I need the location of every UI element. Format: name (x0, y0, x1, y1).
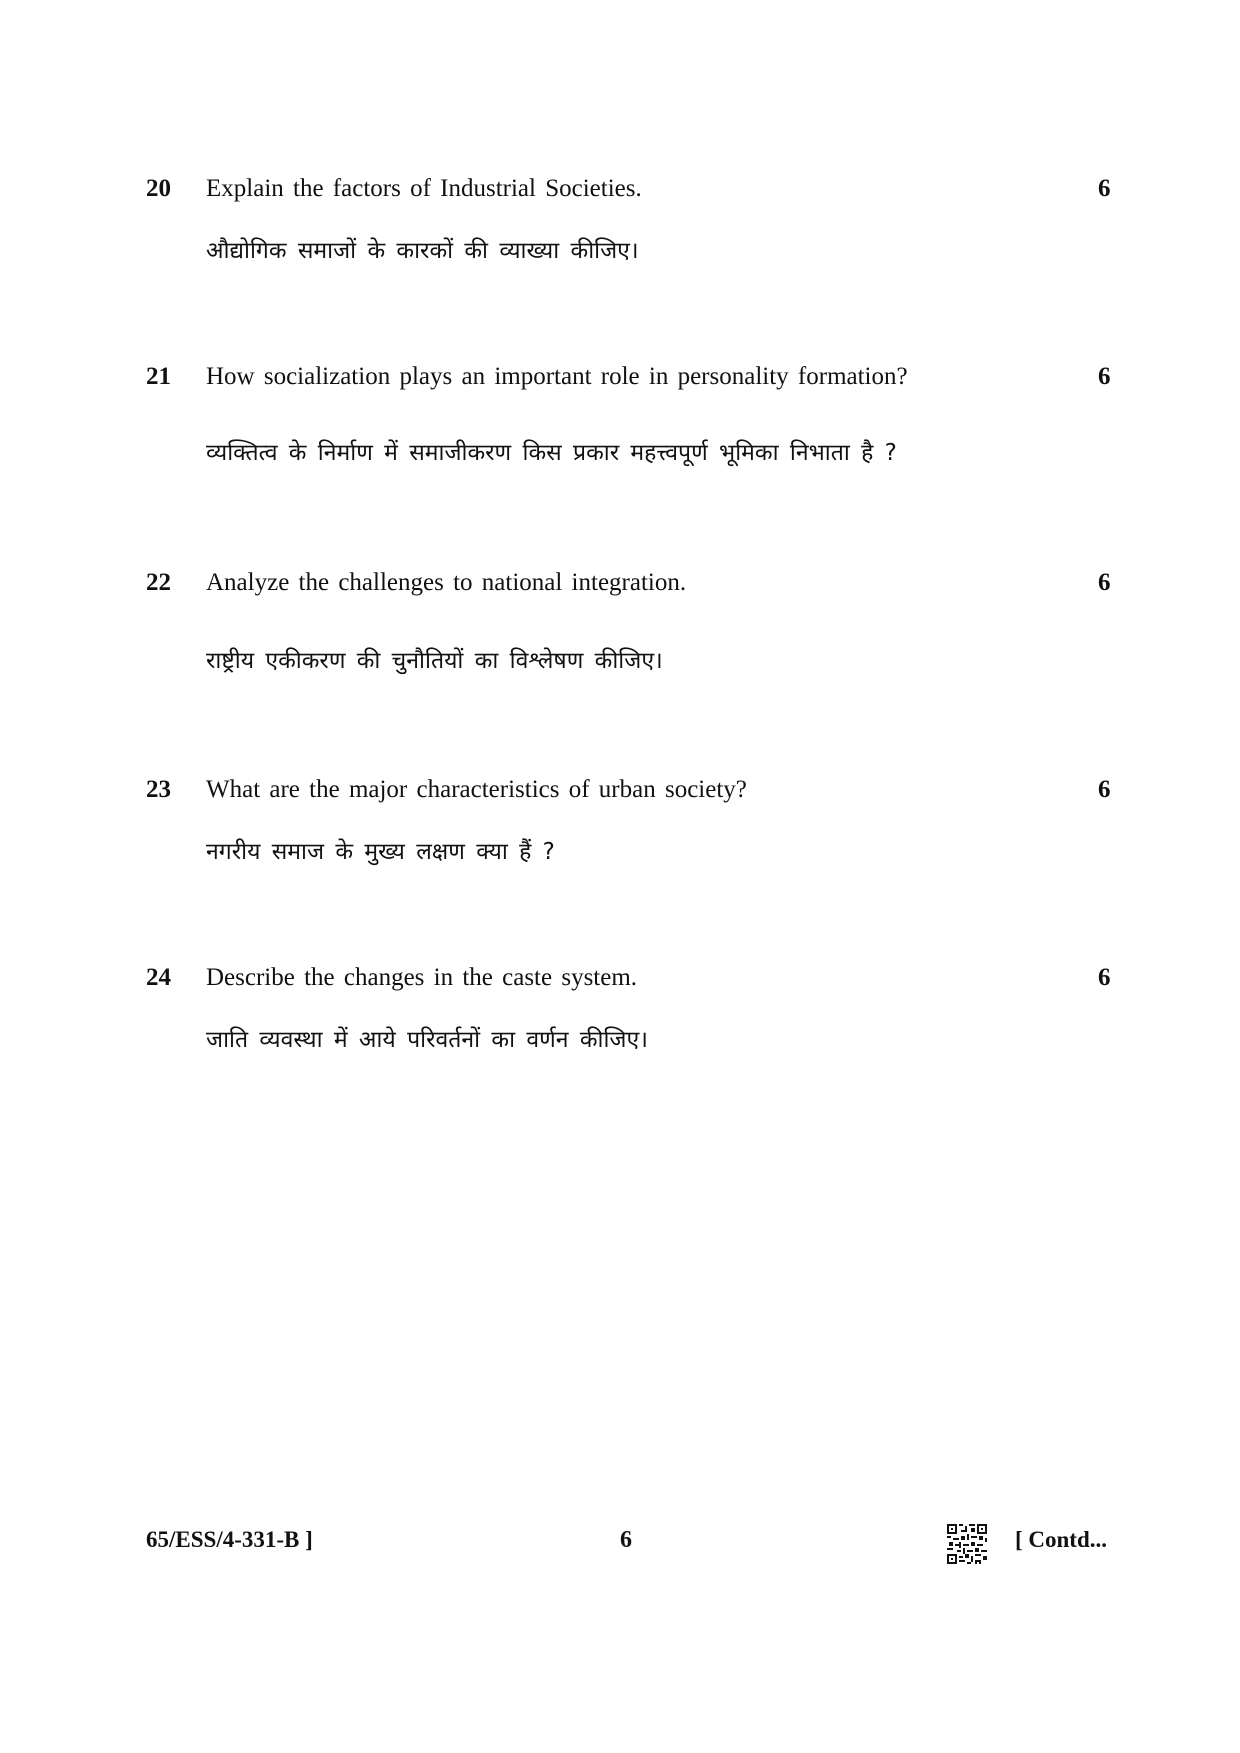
question-text-english: Analyze the challenges to national integration. (206, 569, 687, 596)
question-text-hindi: राष्ट्रीय एकीकरण की चुनौतियों का विश्लेषण कीजिए। (206, 648, 663, 674)
paper-code: 65/ESS/4-331-B ] (146, 1527, 313, 1552)
question-text-hindi: औद्योगिक समाजों के कारकों की व्याख्या कीजिए। (206, 238, 639, 264)
question-number: 21 (146, 363, 171, 390)
question-marks: 6 (1098, 175, 1111, 202)
question-20 (0, 172, 1240, 292)
question-text-english: What are the major characteristics of urban society? (206, 776, 747, 803)
question-text-english: Describe the changes in the caste system. (206, 964, 638, 991)
qr-code-icon (947, 1524, 987, 1564)
question-number: 22 (146, 569, 171, 596)
page-footer (0, 1523, 1240, 1563)
question-number: 23 (146, 776, 171, 803)
question-22 (0, 566, 1240, 686)
question-text-english: Explain the factors of Industrial Societies. (206, 175, 642, 202)
question-text-english: How socialization plays an important role in personality formation? (206, 363, 908, 390)
question-23 (0, 773, 1240, 893)
continued-marker: [ Contd... (1015, 1527, 1108, 1552)
question-text-hindi: नगरीय समाज के मुख्य लक्षण क्या हैं ? (206, 839, 555, 865)
question-marks: 6 (1098, 964, 1111, 991)
page-number: 6 (620, 1527, 632, 1553)
question-number: 20 (146, 175, 171, 202)
question-text-hindi: जाति व्यवस्था में आये परिवर्तनों का वर्णन कीजिए। (206, 1027, 648, 1053)
question-text-hindi: व्यक्तित्व के निर्माण में समाजीकरण किस प्रकार महत्त्वपूर्ण भूमिका निभाता है ? (206, 440, 897, 466)
question-marks: 6 (1098, 569, 1111, 596)
question-marks: 6 (1098, 363, 1111, 390)
question-24 (0, 961, 1240, 1081)
question-marks: 6 (1098, 776, 1111, 803)
question-21 (0, 360, 1240, 480)
question-number: 24 (146, 964, 171, 991)
